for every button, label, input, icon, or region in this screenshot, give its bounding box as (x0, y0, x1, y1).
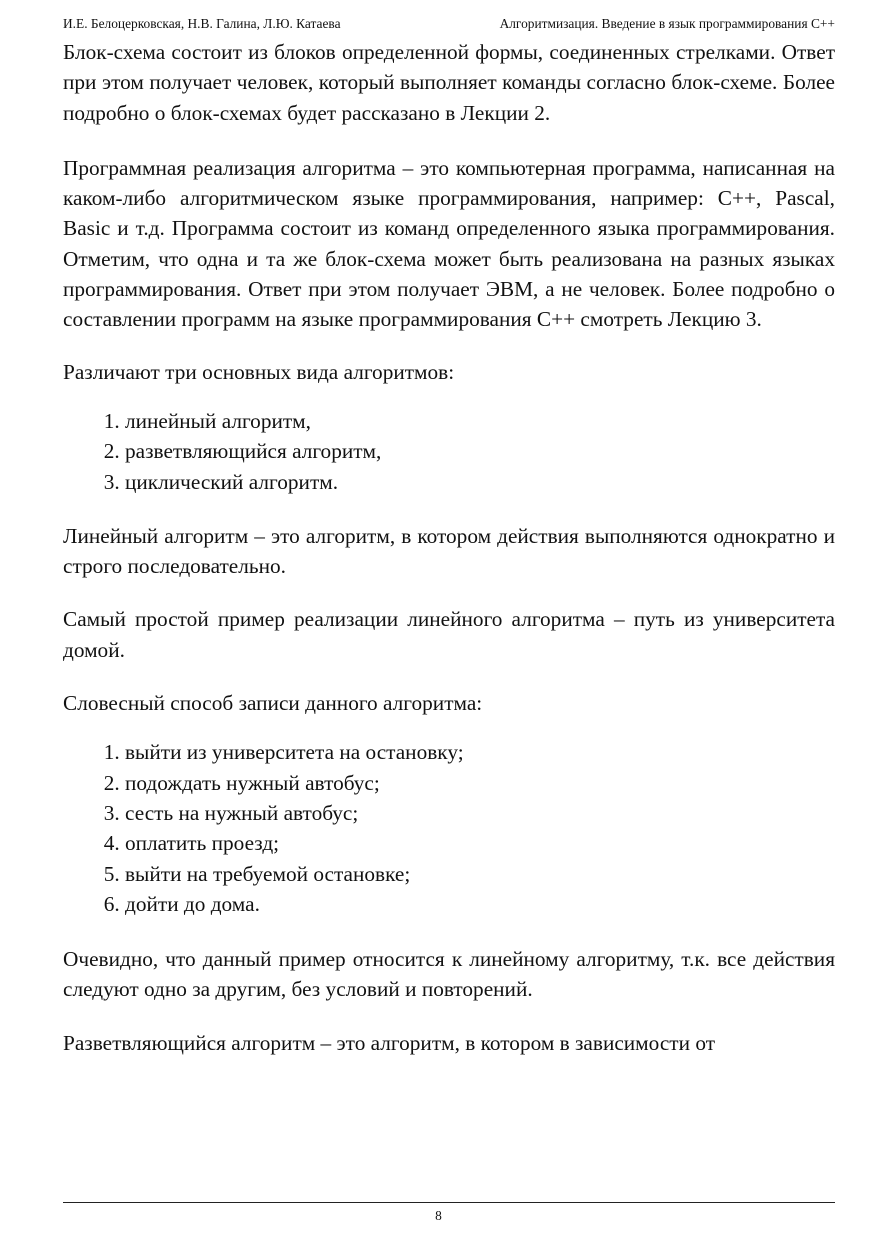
page-body (63, 37, 835, 1058)
list-item: 2. разветвляющийся алгоритм, (125, 436, 835, 466)
page-number: 8 (435, 1208, 442, 1223)
paragraph: Блок-схема состоит из блоков определенной формы, соединенных стрелками. Ответ при этом получает человек, который выполняет команды согласно блок-схеме. Более подробно о блок-схемах будет рассказано в Лекции 2. (63, 40, 835, 125)
list-item: 1. выйти из университета на остановку; (125, 737, 835, 767)
paragraph: Различают три основных вида алгоритмов: (63, 359, 455, 384)
list-item: 3. сесть на нужный автобус; (125, 798, 835, 828)
paragraph: Линейный алгоритм – это алгоритм, в котором действия выполняются однократно и строго последовательно. (63, 523, 835, 579)
paragraph: Разветвляющийся алгоритм – это алгоритм, в котором в зависимости от (63, 1030, 715, 1055)
paragraph: Самый простой пример реализации линейного алгоритма – путь из университета домой. (63, 607, 835, 662)
list-item: 6. дойти до дома. (125, 889, 835, 919)
paragraph: Очевидно, что данный пример относится к линейному алгоритму, т.к. все действия следуют одно за другим, без условий и повторений. (63, 947, 835, 1002)
paragraph: Программная реализация алгоритма – это компьютерная программа, написанная на каком-либо алгоритмическом языке программирования, например: С++, Pascal, Basic и т.д. Программа состоит из команд определенного языка программирования. Отметим, что одна и та же блок-схема может быть реализована на разных языках программирования. Ответ при этом получает ЭВМ, а не человек. Более подробно о составлении программ на языке программирования С++ смотреть Лекцию 3. (63, 155, 835, 332)
list-item: 4. оплатить проезд; (125, 828, 835, 858)
page-header (63, 14, 835, 34)
header-book-title: Алгоритмизация. Введение в язык программирования С++ (499, 16, 835, 31)
paragraph: Словесный способ записи данного алгоритма: (63, 691, 483, 716)
list-item: 2. подождать нужный автобус; (125, 768, 835, 798)
list-item: 5. выйти на требуемой остановке; (125, 859, 835, 889)
header-authors: И.Е. Белоцерковская, Н.В. Галина, Л.Ю. Катаева (63, 16, 341, 31)
algorithm-types-list (63, 406, 835, 497)
list-item: 3. циклический алгоритм. (125, 467, 835, 497)
algorithm-steps-list (63, 737, 835, 919)
list-item: 1. линейный алгоритм, (125, 406, 835, 436)
footer-divider (63, 1202, 835, 1203)
